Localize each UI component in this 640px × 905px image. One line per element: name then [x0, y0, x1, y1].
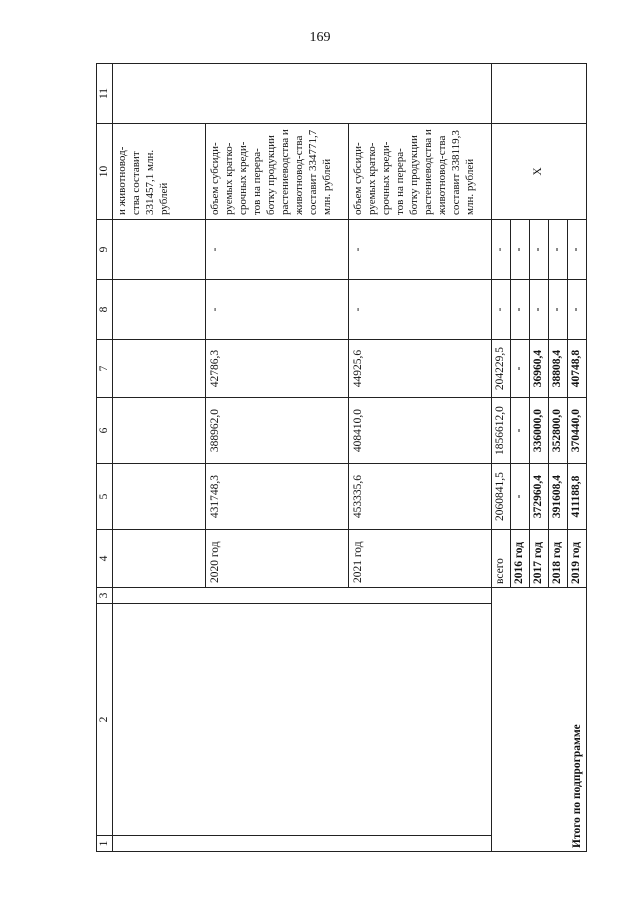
total-value-col9: -: [548, 220, 567, 280]
column-number-row: [97, 64, 113, 852]
cell: [112, 530, 205, 588]
x-mark: X: [491, 124, 586, 220]
total-value-col7: 36960,4: [529, 340, 548, 398]
total-value-col7: 40748,8: [567, 340, 586, 398]
value-col7: 42786,3: [205, 340, 348, 398]
total-value-col6: -: [510, 398, 529, 464]
total-value-col5: 411188,8: [567, 464, 586, 530]
col-header-8: 8: [97, 280, 113, 340]
cell: [112, 220, 205, 280]
col-header-5: 5: [97, 464, 113, 530]
total-value-col6: 336000,0: [529, 398, 548, 464]
value-col9: -: [348, 220, 491, 280]
year-label: 2021 год: [348, 530, 491, 588]
year-label: всего: [491, 530, 510, 588]
total-value-col6: 352800,0: [548, 398, 567, 464]
total-value-col8: -: [510, 280, 529, 340]
year-label: 2017 год: [529, 530, 548, 588]
col-header-10: 10: [97, 124, 113, 220]
total-value-col7: 38808,4: [548, 340, 567, 398]
total-value-col8: -: [567, 280, 586, 340]
indicator-text-continuation: и животновод-ства составит 331457,1 млн. рублей: [112, 124, 205, 220]
cell: [112, 398, 205, 464]
total-value-col7: -: [510, 340, 529, 398]
cell-col11: [112, 64, 491, 124]
total-value-col6: 370440,0: [567, 398, 586, 464]
cell: [112, 340, 205, 398]
year-label: 2018 год: [548, 530, 567, 588]
value-col6: 408410,0: [348, 398, 491, 464]
total-value-col8: -: [529, 280, 548, 340]
total-value-col5: 391608,4: [548, 464, 567, 530]
total-value-col9: -: [491, 220, 510, 280]
col-header-1: 1: [97, 836, 113, 852]
page-number: 169: [309, 30, 331, 45]
value-col8: -: [348, 280, 491, 340]
value-col5: 453335,6: [348, 464, 491, 530]
cell-col2: [112, 604, 491, 836]
total-row-all: [491, 64, 510, 852]
total-value-col8: -: [491, 280, 510, 340]
col-header-2: 2: [97, 604, 113, 836]
indicator-text-2021: объем субсиди-руемых кратко-срочных креди-тов на перера-ботку продукции растениеводства и животновод-ства составит 338119,3 млн. рублей: [348, 124, 491, 220]
value-col8: -: [205, 280, 348, 340]
total-value-col5: 2060841,5: [491, 464, 510, 530]
year-label: 2019 год: [567, 530, 586, 588]
col-header-11: 11: [97, 64, 113, 124]
value-col9: -: [205, 220, 348, 280]
table-row-continuation: [112, 64, 205, 852]
total-value-col8: -: [548, 280, 567, 340]
col-header-4: 4: [97, 530, 113, 588]
cell: [112, 464, 205, 530]
total-value-col9: -: [529, 220, 548, 280]
col-header-3: 3: [97, 588, 113, 604]
cell-col3: [112, 588, 491, 604]
value-col5: 431748,3: [205, 464, 348, 530]
budget-table: [96, 63, 587, 852]
cell-col1: [112, 836, 491, 852]
total-value-col5: 372960,4: [529, 464, 548, 530]
col-header-7: 7: [97, 340, 113, 398]
subprogram-total-label: Итого по подпрограмме: [491, 588, 586, 852]
cell: [112, 280, 205, 340]
col-header-9: 9: [97, 220, 113, 280]
value-col6: 388962,0: [205, 398, 348, 464]
cell-col11-total: [491, 64, 586, 124]
rotated-table-page: [96, 64, 592, 852]
total-value-col5: -: [510, 464, 529, 530]
indicator-text-2020: объем субсиди-руемых кратко-срочных креди-тов на перера-ботку продукции растениеводства и животновод-ства составит 334771,7 млн. рублей: [205, 124, 348, 220]
total-value-col9: -: [567, 220, 586, 280]
col-header-6: 6: [97, 398, 113, 464]
year-label: 2016 год: [510, 530, 529, 588]
total-value-col6: 1856612,0: [491, 398, 510, 464]
value-col7: 44925,6: [348, 340, 491, 398]
year-label: 2020 год: [205, 530, 348, 588]
total-value-col7: 204229,5: [491, 340, 510, 398]
total-value-col9: -: [510, 220, 529, 280]
